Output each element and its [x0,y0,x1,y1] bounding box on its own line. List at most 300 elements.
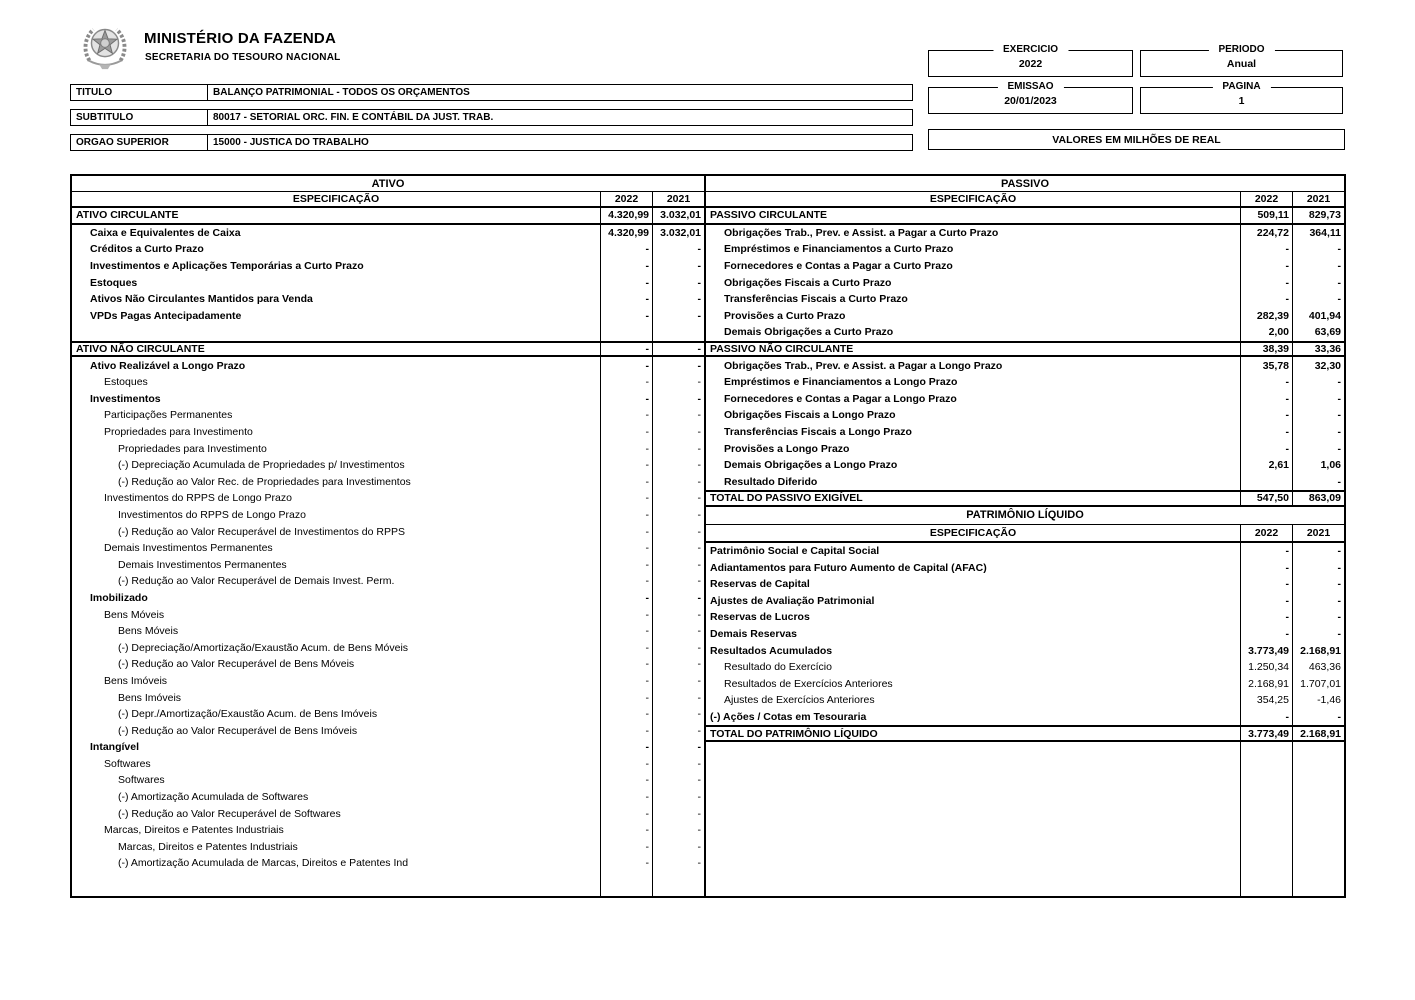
value-2022: - [600,855,652,872]
row-label: Bens Imóveis [104,674,168,687]
orgao-superior-row [70,134,913,151]
section-row [706,341,1344,358]
row-label: Ativo Realizável a Longo Prazo [90,359,246,372]
table-row [72,789,704,806]
value-2022: - [600,606,652,623]
row-label: Demais Reservas [710,627,797,640]
year-2022-header: 2022 [1240,525,1292,541]
row-label: Resultado Diferido [724,475,818,488]
patrimonio-liquido-title: PATRIMÔNIO LÍQUIDO [706,507,1344,525]
row-label: Fornecedores e Contas a Pagar a Longo Prazo [724,392,957,405]
value-2021: - [652,789,704,806]
section-row [706,725,1344,742]
value-2021: - [652,391,704,408]
emissao-value: 20/01/2023 [1004,95,1057,107]
row-label: Estoques [104,376,148,389]
value-2021: - [652,556,704,573]
table-row [72,225,704,242]
row-label: Softwares [118,774,165,787]
table-row [72,457,704,474]
pagina-value: 1 [1238,95,1245,107]
table-row [72,739,704,756]
value-2022: - [1240,543,1292,560]
table-row [72,357,704,374]
table-row [72,540,704,557]
value-2022: - [1240,440,1292,457]
patrimonio-liquido-rows [706,543,1344,742]
value-2022: - [600,656,652,673]
value-2021: - [652,407,704,424]
value-2022: 1.250,34 [1240,659,1292,676]
value-2022: - [600,440,652,457]
table-row [706,576,1344,593]
passivo-rows [706,208,1344,507]
orgao-superior-label: ORGAO SUPERIOR [76,137,169,148]
table-row [72,722,704,739]
value-2021: 2.168,91 [1292,727,1344,740]
value-2021: - [652,457,704,474]
row-label: Obrigações Fiscais a Curto Prazo [724,276,892,289]
year-2021-header: 2021 [1292,192,1344,206]
row-label: Resultados de Exercícios Anteriores [724,677,893,690]
table-row [72,706,704,723]
row-label: Adiantamentos para Futuro Aumento de Capital (AFAC) [710,561,987,574]
value-2021: - [652,258,704,275]
table-row [706,709,1344,726]
value-2021: - [652,440,704,457]
row-label: Empréstimos e Financiamentos a Curto Prazo [724,243,954,256]
section-row [706,208,1344,225]
emissao-box [928,81,1133,114]
value-2021: - [1292,291,1344,308]
filler-value-2022 [600,872,652,896]
passivo-table [706,176,1344,896]
value-2022: 354,25 [1240,692,1292,709]
value-2022: 2.168,91 [1240,675,1292,692]
table-row [706,609,1344,626]
especificacao-header: ESPECIFICAÇÃO [929,526,1017,539]
row-label: Investimentos e Aplicações Temporárias a Curto Prazo [90,260,364,273]
table-row [72,756,704,773]
value-2021: - [652,656,704,673]
value-2021: - [1292,374,1344,391]
exercicio-label: EXERCICIO [993,44,1068,55]
value-2022: 509,11 [1240,208,1292,223]
row-label: Demais Investimentos Permanentes [104,542,273,555]
table-row [706,559,1344,576]
year-2022-header: 2022 [1240,192,1292,206]
table-row [72,689,704,706]
row-label: (-) Redução ao Valor Recuperável de Softwares [118,807,341,820]
row-label: ATIVO CIRCULANTE [76,209,179,222]
value-2021: 364,11 [1292,225,1344,242]
row-label: Transferências Fiscais a Curto Prazo [724,293,908,306]
row-label: Fornecedores e Contas a Pagar a Curto Prazo [724,260,953,273]
row-label: Reservas de Lucros [710,611,810,624]
value-2021: - [1292,709,1344,726]
value-2021: - [652,507,704,524]
value-2022: - [600,457,652,474]
value-2021: 63,69 [1292,324,1344,341]
value-2021: - [652,772,704,789]
value-2021: - [1292,559,1344,576]
value-2022: - [600,756,652,773]
emissao-label: EMISSAO [997,81,1063,92]
orgao-superior-value: 15000 - JUSTICA DO TRABALHO [207,135,912,150]
row-label: (-) Amortização Acumulada de Marcas, Direitos e Patentes Ind [118,857,409,870]
row-label: Investimentos do RPPS de Longo Prazo [118,508,306,521]
table-row [706,391,1344,408]
secretariat-subtitle: SECRETARIA DO TESOURO NACIONAL [145,52,341,63]
table-row [72,474,704,491]
value-2022: 282,39 [1240,308,1292,325]
value-2021: - [652,706,704,723]
value-2022: 35,78 [1240,357,1292,374]
value-2021: - [652,722,704,739]
document-info [70,84,913,159]
row-label: (-) Redução ao Valor Recuperável de Demais Invest. Perm. [118,575,395,588]
value-2022: 3.773,49 [1240,727,1292,740]
value-2021: - [652,590,704,607]
value-2022: - [600,673,652,690]
table-row [706,357,1344,374]
value-2021: 863,09 [1292,492,1344,505]
value-2022: - [600,573,652,590]
row-label: Bens Móveis [118,625,179,638]
table-row [72,556,704,573]
row-label [72,324,600,341]
value-2021: - [652,291,704,308]
value-2021: - [652,490,704,507]
value-2022: - [600,241,652,258]
row-label: (-) Depreciação Acumulada de Propriedades p/ Investimentos [118,459,405,472]
table-row [706,626,1344,643]
table-row [706,424,1344,441]
table-row [72,391,704,408]
value-2021: 829,73 [1292,208,1344,223]
value-2022: - [1240,407,1292,424]
value-2021: 1,06 [1292,457,1344,474]
value-2022: - [600,291,652,308]
section-row [706,490,1344,507]
titulo-label: TITULO [76,87,113,98]
value-2022: - [1240,709,1292,726]
row-label: Resultado do Exercício [724,661,832,674]
table-row [72,274,704,291]
value-2021: - [1292,407,1344,424]
value-2022: - [1240,391,1292,408]
pagina-box [1140,81,1343,114]
value-2021: - [1292,424,1344,441]
table-row [706,407,1344,424]
value-2021: - [652,424,704,441]
titulo-row [70,84,913,101]
value-2022: - [600,739,652,756]
value-2021: - [1292,391,1344,408]
value-2022: - [600,805,652,822]
table-row [706,692,1344,709]
value-2022: - [1240,609,1292,626]
row-label: (-) Depr./Amortização/Exaustão Acum. de Bens Imóveis [118,708,378,721]
periodo-box [1140,44,1343,77]
filler-value-2021 [652,872,704,896]
row-label: Demais Obrigações a Longo Prazo [724,459,898,472]
value-2022: - [600,839,652,856]
table-row [72,573,704,590]
value-2021: - [652,639,704,656]
value-2022: - [600,590,652,607]
table-row [72,639,704,656]
value-2021: - [1292,258,1344,275]
exercicio-value: 2022 [1018,58,1043,70]
value-2021: - [1292,440,1344,457]
row-label: (-) Amortização Acumulada de Softwares [118,791,309,804]
filler-label [72,872,600,896]
value-2021: - [1292,592,1344,609]
value-2021: 2.168,91 [1292,642,1344,659]
value-2021: 401,94 [1292,308,1344,325]
value-2022 [600,324,652,341]
value-2021: - [1292,576,1344,593]
value-2021: 3.032,01 [652,208,704,223]
value-2022: - [1240,274,1292,291]
ativo-filler [72,872,704,896]
value-2021: 1.707,01 [1292,675,1344,692]
value-2022: - [600,623,652,640]
table-row [706,474,1344,491]
value-2022: - [600,391,652,408]
row-label: (-) Redução ao Valor Recuperável de Bens Imóveis [118,724,358,737]
ativo-rows [72,208,704,872]
balance-sheet [70,174,1346,898]
value-2021: 33,36 [1292,343,1344,356]
value-2021: - [1292,609,1344,626]
row-label: Ajustes de Avaliação Patrimonial [710,594,875,607]
row-label: Marcas, Direitos e Patentes Industriais [118,840,298,853]
especificacao-header: ESPECIFICAÇÃO [929,193,1017,205]
row-label: (-) Ações / Cotas em Tesouraria [710,710,867,723]
value-2021: - [652,274,704,291]
table-row [72,855,704,872]
row-label: VPDs Pagas Antecipadamente [90,309,242,322]
titulo-value: BALANÇO PATRIMONIAL - TODOS OS ORÇAMENTOS [207,85,912,100]
value-2022: 4.320,99 [600,208,652,223]
row-label: Participações Permanentes [104,409,233,422]
row-label: Softwares [104,757,151,770]
value-2022 [1240,474,1292,491]
value-2021: 3.032,01 [652,225,704,242]
value-2021: -1,46 [1292,692,1344,709]
row-label: Investimentos do RPPS de Longo Prazo [104,492,292,505]
table-row [72,507,704,524]
value-2021: 463,36 [1292,659,1344,676]
row-label: Propriedades para Investimento [104,426,253,439]
row-label: Reservas de Capital [710,578,810,591]
table-row [706,258,1344,275]
value-2022: - [600,772,652,789]
value-2022: - [1240,291,1292,308]
value-2022: 224,72 [1240,225,1292,242]
value-2021: - [1292,274,1344,291]
subtitulo-label: SUBTITULO [76,112,134,123]
value-2021: - [652,739,704,756]
table-row [706,308,1344,325]
value-2022: - [1240,576,1292,593]
table-row [72,523,704,540]
exercicio-box [928,44,1133,77]
value-2021: - [652,839,704,856]
value-2021: - [652,689,704,706]
table-row [706,659,1344,676]
value-2021: - [652,855,704,872]
row-label: Créditos a Curto Prazo [90,243,204,256]
value-2022: - [1240,241,1292,258]
passivo-filler [706,742,1344,896]
table-row [706,642,1344,659]
filler-value-2022 [1240,742,1292,896]
row-label: Demais Investimentos Permanentes [118,558,287,571]
year-2022-header: 2022 [600,192,652,206]
row-label: Bens Móveis [104,608,165,621]
value-2022: - [600,343,652,356]
table-row [706,440,1344,457]
table-row [72,606,704,623]
table-row [706,225,1344,242]
row-label: Empréstimos e Financiamentos a Longo Prazo [724,376,958,389]
value-2021: - [652,673,704,690]
periodo-label: PERIODO [1208,44,1274,55]
row-label: Provisões a Longo Prazo [724,442,850,455]
row-label: PASSIVO CIRCULANTE [710,209,828,222]
row-label: Caixa e Equivalentes de Caixa [90,226,241,239]
table-row [72,424,704,441]
value-2022: - [600,474,652,491]
row-label: Propriedades para Investimento [118,442,267,455]
value-2022: 2,61 [1240,457,1292,474]
row-label: Bens Imóveis [118,691,182,704]
table-row [72,839,704,856]
value-2022: 3.773,49 [1240,642,1292,659]
value-2022: - [600,556,652,573]
pagina-label: PAGINA [1212,81,1270,92]
year-2021-header: 2021 [652,192,704,206]
table-row [706,543,1344,560]
value-2022: - [600,407,652,424]
value-2022: 547,50 [1240,492,1292,505]
table-row [72,407,704,424]
value-2022: - [600,424,652,441]
row-label: Ajustes de Exercícios Anteriores [724,694,875,707]
periodo-value: Anual [1226,58,1257,70]
passivo-column-header [706,192,1344,208]
value-2021: - [1292,543,1344,560]
row-label: ATIVO NÃO CIRCULANTE [76,343,205,356]
value-2021: - [652,308,704,325]
row-label: Resultados Acumulados [710,644,833,657]
value-2021: - [652,241,704,258]
value-2022: - [1240,374,1292,391]
ativo-column-header [72,192,704,208]
value-2022: - [600,308,652,325]
table-row [706,675,1344,692]
value-2022: - [600,490,652,507]
table-row [706,274,1344,291]
row-label: (-) Redução ao Valor Recuperável de Investimentos do RPPS [118,525,405,538]
value-2022: - [600,507,652,524]
value-2021: - [652,805,704,822]
table-row [72,241,704,258]
value-2021: - [652,756,704,773]
table-row [72,590,704,607]
table-row [72,291,704,308]
row-label: TOTAL DO PASSIVO EXIGÍVEL [710,492,863,505]
value-2022: - [600,357,652,374]
table-row [706,374,1344,391]
value-2022: - [600,789,652,806]
value-2021: 32,30 [1292,357,1344,374]
table-row [72,805,704,822]
table-row [706,592,1344,609]
ativo-table [72,176,706,896]
row-label: Marcas, Direitos e Patentes Industriais [104,824,284,837]
value-2021: - [652,573,704,590]
ministry-title: MINISTÉRIO DA FAZENDA [144,30,336,47]
value-2021: - [652,343,704,356]
value-2022: - [600,706,652,723]
value-2022: - [600,374,652,391]
value-2022: - [600,639,652,656]
value-2021: - [652,374,704,391]
value-2021: - [652,623,704,640]
value-2022: - [1240,258,1292,275]
table-row [72,308,704,325]
table-row [72,772,704,789]
filler-label [706,742,1240,896]
values-unit-note: VALORES EM MILHÕES DE REAL [928,129,1345,150]
row-label: (-) Redução ao Valor Recuperável de Bens Móveis [118,658,355,671]
row-label: Obrigações Trab., Prev. e Assist. a Pagar a Curto Prazo [724,226,999,239]
table-row [72,656,704,673]
row-label: (-) Depreciação/Amortização/Exaustão Acum. de Bens Móveis [118,641,409,654]
row-label: Intangível [90,741,140,754]
value-2022: - [1240,592,1292,609]
passivo-title: PASSIVO [706,176,1344,192]
value-2022: - [1240,626,1292,643]
especificacao-header: ESPECIFICAÇÃO [292,193,380,205]
section-row [72,341,704,358]
blank-row [72,324,704,341]
section-row [72,208,704,225]
table-row [72,374,704,391]
value-2021: - [652,357,704,374]
value-2022: 4.320,99 [600,225,652,242]
value-2021: - [652,606,704,623]
value-2022: - [1240,424,1292,441]
value-2022: 38,39 [1240,343,1292,356]
row-label: Estoques [90,276,138,289]
value-2021: - [1292,241,1344,258]
row-label: Patrimônio Social e Capital Social [710,544,880,557]
coat-of-arms-logo [76,17,134,73]
value-2022: - [600,258,652,275]
row-label: PASSIVO NÃO CIRCULANTE [710,343,854,356]
value-2022: - [600,540,652,557]
table-row [706,241,1344,258]
value-2021: - [652,540,704,557]
table-row [72,440,704,457]
value-2022: - [600,274,652,291]
subtitulo-value: 80017 - SETORIAL ORC. FIN. E CONTÁBIL DA JUST. TRAB. [207,110,912,125]
